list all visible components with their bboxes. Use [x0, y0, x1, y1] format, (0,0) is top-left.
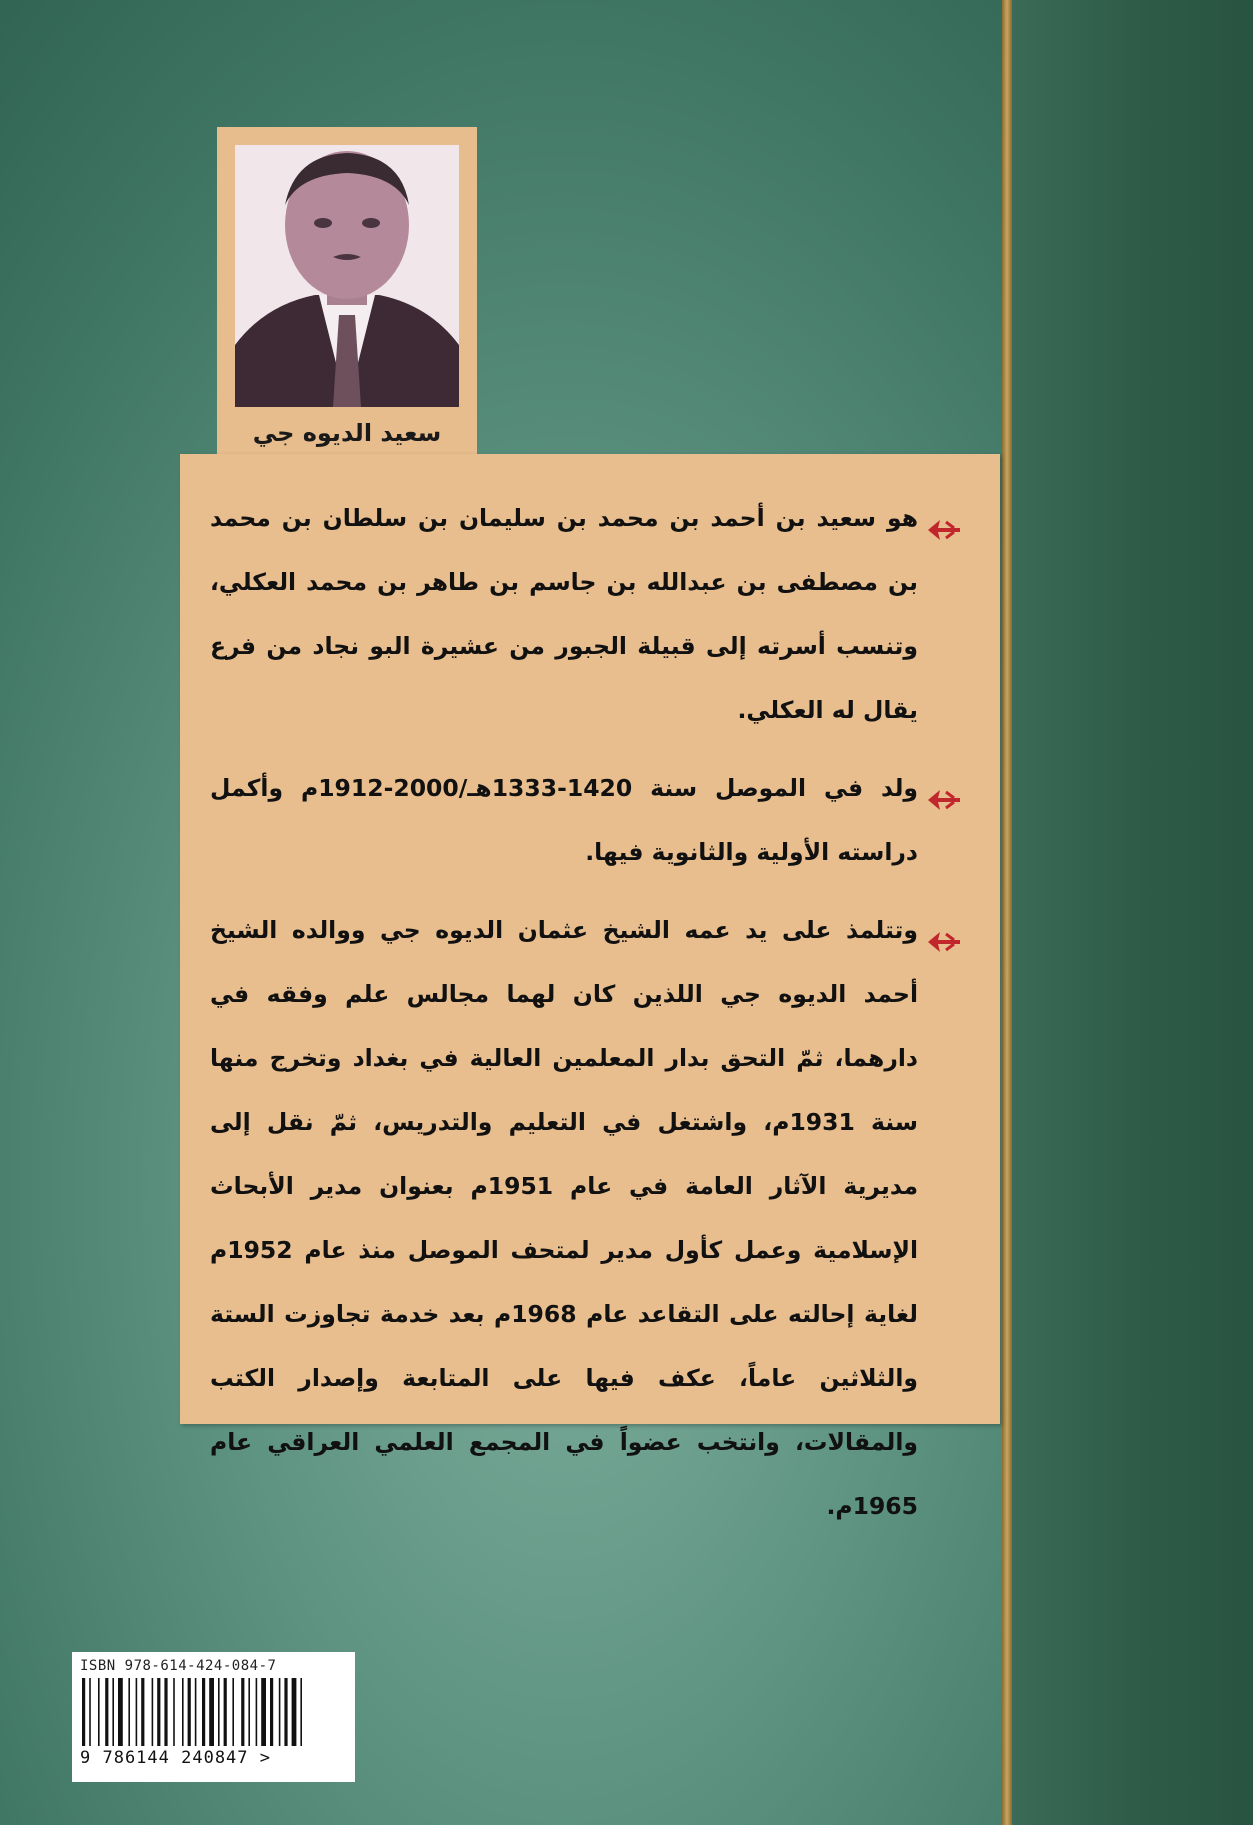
- bio-paragraph-text: وتتلمذ على يد عمه الشيخ عثمان الديوه جي ووالده الشيخ أحمد الديوه جي اللذين كان لهما مجالس علم وفقه في دارهما، ثمّ التحق بدار المعلمين العالية في بغداد وتخرج منها سنة 1931م، واشتغل في التعليم والتدريس، ثمّ نقل إلى مديرية الآثار العامة في عام 1951م بعنوان مدير الأبحاث الإسلامية وعمل كأول مدير لمتحف الموصل منذ عام 1952م لغاية إحالته على التقاعد عام 1968م بعد خدمة تجاوزت الستة والثلاثين عاماً، عكف فيها على المتابعة وإصدار الكتب والمقالات، وانتخب عضواً في المجمع العلمي العراقي عام 1965م.: [210, 916, 919, 1520]
- isbn-barcode: [72, 1652, 355, 1782]
- barcode-bar: [188, 1678, 191, 1746]
- barcode-bar: [136, 1678, 138, 1746]
- barcode-bar: [202, 1678, 205, 1746]
- barcode-bar: [105, 1678, 108, 1746]
- barcode-bar: [112, 1678, 114, 1746]
- author-name-caption: سعيد الديوه جي: [252, 419, 442, 447]
- barcode-bar: [164, 1678, 167, 1746]
- barcode-bar: [195, 1678, 197, 1746]
- bio-paragraph-text: ولد في الموصل سنة 1420-1333هـ/2000-1912م وأكمل دراسته الأولية والثانوية فيها.: [210, 774, 919, 866]
- barcode-bars: [80, 1678, 347, 1746]
- barcode-bar: [284, 1678, 287, 1746]
- barcode-bar: [141, 1678, 144, 1746]
- barcode-bar: [157, 1678, 160, 1746]
- decorative-arrow-icon: [926, 504, 962, 532]
- barcode-bar: [209, 1678, 214, 1746]
- barcode-bar: [279, 1678, 281, 1746]
- author-portrait: [235, 145, 459, 407]
- barcode-bar: [224, 1678, 227, 1746]
- author-photo-frame: [217, 127, 477, 457]
- barcode-bar: [218, 1678, 220, 1746]
- decorative-arrow-icon: [926, 916, 962, 944]
- gold-divider-line: [1002, 0, 1012, 1825]
- bio-paragraph: [210, 756, 962, 884]
- barcode-bar: [300, 1678, 302, 1746]
- barcode-bar: [256, 1678, 258, 1746]
- barcode-bar: [270, 1678, 273, 1746]
- barcode-bar: [98, 1678, 100, 1746]
- barcode-bar: [152, 1678, 154, 1746]
- barcode-bar: [89, 1678, 91, 1746]
- barcode-bar: [241, 1678, 244, 1746]
- barcode-bar: [232, 1678, 234, 1746]
- bio-paragraph-text: هو سعيد بن أحمد بن محمد بن سليمان بن سلطان بن محمد بن مصطفى بن عبدالله بن جاسم بن طاهر بن محمد العكلي، وتنسب أسرته إلى قبيلة الجبور من عشيرة البو نجاد من فرع يقال له العكلي.: [210, 504, 918, 724]
- barcode-bar: [118, 1678, 123, 1746]
- barcode-bar: [292, 1678, 297, 1746]
- isbn-digits: 9 786144 240847 >: [80, 1748, 271, 1768]
- bio-paragraph: [210, 486, 962, 742]
- cover-spine-band: [1012, 0, 1253, 1825]
- barcode-bar: [261, 1678, 266, 1746]
- barcode-bar: [128, 1678, 130, 1746]
- barcode-bar: [182, 1678, 184, 1746]
- barcode-bar: [248, 1678, 250, 1746]
- biography-box: [180, 454, 1000, 1520]
- bio-paragraph: [210, 898, 962, 1538]
- decorative-arrow-icon: [926, 774, 962, 802]
- barcode-bar: [173, 1678, 175, 1746]
- isbn-label: ISBN 978-614-424-084-7: [80, 1658, 277, 1674]
- portrait-illustration: [235, 145, 459, 407]
- barcode-bar: [82, 1678, 85, 1746]
